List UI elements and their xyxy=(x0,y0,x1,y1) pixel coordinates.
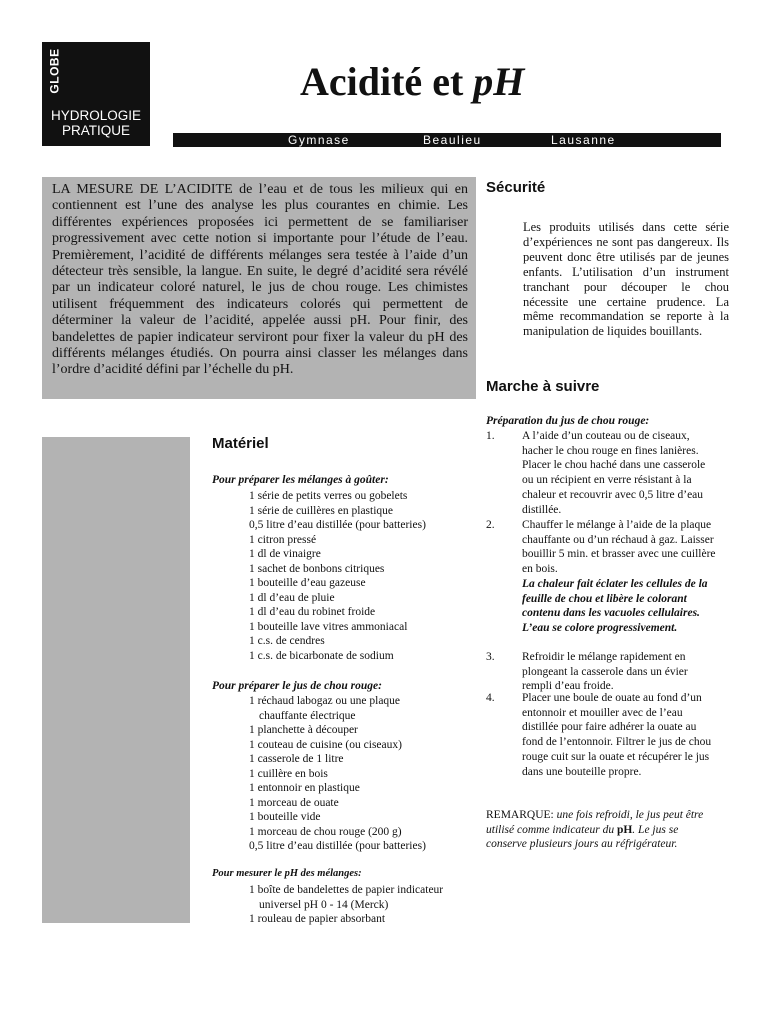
materiel-item: 1 couteau de cuisine (ou ciseaux) xyxy=(249,738,402,751)
materiel-item: 1 citron pressé xyxy=(249,533,317,546)
step-item xyxy=(486,429,716,517)
materiel-item: 1 casserole de 1 litre xyxy=(249,753,344,765)
materiel-sub3: Pour mesurer le pH des mélanges: xyxy=(212,868,362,879)
remarque-text: une fois refroidi, le jus peut être utilisé comme indicateur du xyxy=(486,809,704,836)
materiel-item: 1 c.s. de bicarbonate de sodium xyxy=(249,649,394,662)
materiel-list2 xyxy=(249,694,426,854)
marche-section xyxy=(486,378,599,395)
intro-box xyxy=(42,177,476,399)
materiel-item: 1 morceau de ouate xyxy=(249,796,339,809)
materiel-section xyxy=(212,435,269,452)
bar-middle: Beaulieu xyxy=(423,133,482,147)
marche-sub: Préparation du jus de chou rouge: xyxy=(486,415,650,427)
materiel-item: 1 planchette à découper xyxy=(249,724,358,736)
bar-left: Gymnase xyxy=(288,133,350,147)
intro-text: LA MESURE DE L’ACIDITE de l’eau et de tous les milieux qui en contiennent est l’une des analyse les plus courantes en chimie. Les différentes expériences proposées ici permettent de se familiariser progressivement avec cette notion si importante pour l’étude de l’eau. Premièrement, l’acidité de différents mélanges sera testée à l’aide d’un détecteur très sensible, la langue. En suite, le degré d’acidité sera révélé par un indicateur coloré naturel, le jus de chou rouge. Les chimistes utilisent fréquemment des indicateurs colorés qui permettent de déterminer la valeur de l’acidité, appelée aussi pH. Pour finir, des bandelettes de papier indicateur serviront pour fixer la valeur du pH des différents mélanges étudiés. On pourra ainsi classer les mélanges dans l’ordre d’acidité défini par l’échelle du pH. xyxy=(52,182,468,378)
title-italic: pH xyxy=(473,59,525,104)
materiel-item: 1 boîte de bandelettes de papier indicateur xyxy=(249,884,444,896)
logo-line2: PRATIQUE xyxy=(61,123,130,138)
materiel-item: 1 morceau de chou rouge (200 g) xyxy=(249,825,402,838)
step-number: 1. xyxy=(486,430,495,442)
materiel-list1 xyxy=(249,489,426,663)
remarque-bold: pH xyxy=(616,823,633,836)
step-item xyxy=(486,518,716,636)
securite-text: Les produits utilisés dans cette série d’expériences ne sont pas dangereux. Ils peuvent donc être utilisés par de jeunes enfants. L’utilisation d’un instrument tranchant pour découper le chou nécessite une certaine prudence. La même recommandation se reporte à la manipulation de liquides bouillants. xyxy=(523,220,729,339)
step-text: Chauffer le mélange à l’aide de la plaque chauffante ou d’un réchaud à gaz. Laisser bouillir 5 min. et brasser avec une cuillère en bois. xyxy=(522,519,716,576)
materiel-item: 0,5 litre d’eau distillée (pour batteries) xyxy=(249,840,426,852)
materiel-item: universel pH 0 - 14 (Merck) xyxy=(259,898,389,911)
materiel-item: 1 dl d’eau de pluie xyxy=(249,591,335,604)
remarque xyxy=(486,808,716,852)
step-number: 2. xyxy=(486,519,495,531)
materiel-item: 1 dl de vinaigre xyxy=(249,548,321,560)
bar-right: Lausanne xyxy=(551,133,616,147)
materiel-list3 xyxy=(249,883,443,927)
securite-section xyxy=(486,179,545,196)
materiel-item: 1 entonnoir en plastique xyxy=(249,782,360,794)
title-main: Acidité et xyxy=(300,59,474,104)
materiel-item: 1 c.s. de cendres xyxy=(249,635,325,647)
step-number: 3. xyxy=(486,651,495,663)
materiel-sub1: Pour préparer les mélanges à goûter: xyxy=(212,474,389,486)
step-item xyxy=(486,650,716,694)
page-title xyxy=(300,58,620,105)
materiel-heading: Matériel xyxy=(212,435,269,452)
remarque-label: REMARQUE: xyxy=(486,809,557,821)
step-item xyxy=(486,691,716,779)
globe-logo xyxy=(42,42,150,146)
materiel-item: 1 série de petits verres ou gobelets xyxy=(249,490,408,502)
logo-line1: HYDROLOGIE xyxy=(50,108,142,123)
marche-heading: Marche à suivre xyxy=(486,378,600,395)
materiel-item: 1 bouteille d’eau gazeuse xyxy=(249,577,366,589)
remarque-end: . Le jus se conserve plusieurs jours au réfrigérateur. xyxy=(486,823,679,851)
materiel-item: 1 série de cuillères en plastique xyxy=(249,504,394,517)
materiel-sub2: Pour préparer le jus de chou rouge: xyxy=(212,680,382,692)
step-text: Placer une boule de ouate au fond d’un entonnoir et mouiller avec de l’eau distillée pour faire adhérer la ouate au fond de l’entonnoir. Filtrer le jus de chou rouge cuit sur la ouate et récupérer le jus dans une bouteille propre. xyxy=(522,692,712,778)
materiel-item: 1 rouleau de papier absorbant xyxy=(249,913,386,925)
step-text: Refroidir le mélange rapidement en plongeant la casserole dans un évier rempli d’eau froide. xyxy=(522,651,688,693)
materiel-item: 1 dl d’eau du robinet froide xyxy=(249,606,376,618)
materiel-item: 0,5 litre d’eau distillée (pour batteries) xyxy=(249,519,426,531)
logo-vertical-text: GLOBE xyxy=(47,48,62,94)
step-text: A l’aide d’un couteau ou de ciseaux, hacher le chou rouge en fines lanières. Placer le chou haché dans une casserole ou un récipient en verre résistant à la chaleur et recouvrir avec 0,5 litre d’eau distillée. xyxy=(522,430,706,516)
materiel-item: 1 bouteille vide xyxy=(249,811,321,823)
sidebar-gray-block xyxy=(42,437,190,923)
materiel-item: 1 réchaud labogaz ou une plaque xyxy=(249,695,401,707)
materiel-item: chauffante électrique xyxy=(259,709,356,722)
step-number: 4. xyxy=(486,692,495,704)
materiel-item: 1 cuillère en bois xyxy=(249,767,328,780)
step-emphasis: La chaleur fait éclater les cellules de la feuille de chou et libère le colorant contenu dans les vacuoles cellulaires. L’eau se colore progressivement. xyxy=(522,577,708,634)
header-bar xyxy=(173,133,721,147)
materiel-item: 1 sachet de bonbons citriques xyxy=(249,562,385,575)
securite-heading: Sécurité xyxy=(486,179,546,196)
materiel-item: 1 bouteille lave vitres ammoniacal xyxy=(249,620,408,633)
